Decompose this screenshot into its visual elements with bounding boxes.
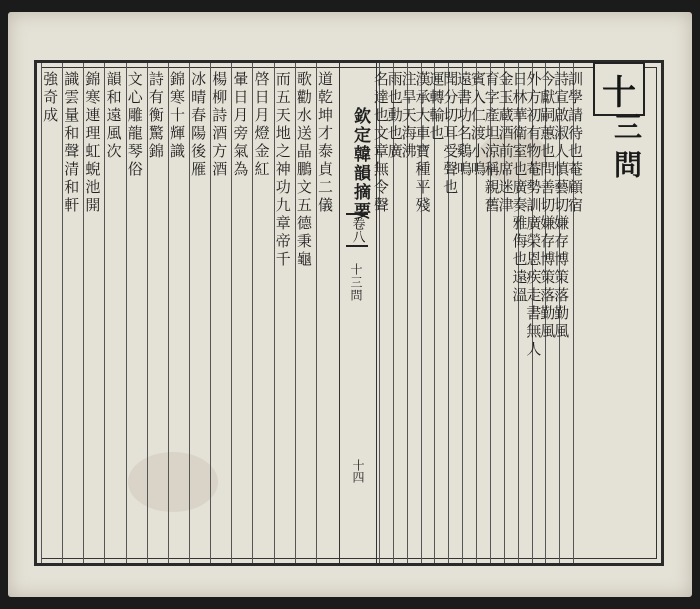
left-text-column: 暈日月旁氣為 (231, 71, 250, 179)
right-text-column: 金玉蔵酒前席迷津 (496, 71, 515, 215)
left-text-column: 啓日月燈金紅 (252, 71, 271, 179)
right-text-column: 賓入仁渡小鳴 (468, 71, 487, 179)
right-text-column: 漢承大車寶種平殘 (413, 71, 432, 215)
right-text-column: 育字產坦涼稱親舊 (482, 71, 501, 215)
right-text-column: 訓學請待也菴顧宿 (565, 71, 584, 215)
left-text-column: 錦寒連理虹蜺池開 (83, 71, 102, 215)
right-text-column: 遠書功名鷄鳴 (455, 71, 474, 179)
book-title: 欽定韓韻摘要 (350, 107, 370, 221)
left-text-column: 冰晴春陽後雁 (189, 71, 208, 179)
right-text-column: 運轉輸也 (427, 71, 446, 143)
right-text-column: 注旱天海沸 (399, 71, 418, 161)
left-text-column: 道乾坤才泰貞二儀 (315, 71, 334, 215)
section-label: 十三問 (349, 263, 363, 302)
right-text-column: 雨也動也廣 (385, 71, 404, 161)
left-text-column: 而五天地之神功九章帝千 (273, 71, 292, 269)
left-text-column: 詩有衡驚錦 (146, 71, 165, 161)
left-text-column: 錦寒十輝識 (167, 71, 186, 161)
left-text-column: 強奇成 (41, 71, 60, 125)
right-text-column: 詩宣啟淑人慎藝切嫌存博策落勤風 (552, 71, 571, 341)
left-text-column: 識雲量和聲清和軒 (62, 71, 81, 215)
column-rule (41, 63, 42, 563)
print-frame (34, 60, 664, 566)
left-text-column: 韻和遠風次 (104, 71, 123, 161)
volume-label: 卷八 (346, 213, 368, 247)
rhyme-title: 三問 (610, 112, 643, 188)
left-text-column: 文心雕龍琴俗 (125, 71, 144, 179)
right-text-column: 名達也文章無令聲 (371, 71, 390, 215)
left-text-column: 楊柳詩酒方酒 (210, 71, 229, 179)
left-text-column: 歌勸水送晶鵬文五德秉龜 (294, 71, 313, 269)
right-text-column: 今獻嗣蕙也問善切嫌存博策落勤風 (538, 71, 557, 341)
right-text-column: 外方初有物菴勢訓廣榮恩疾走書無人 (524, 71, 543, 359)
right-text-column: 聞分切耳受聲也 (441, 71, 460, 197)
rhyme-number-box: 十 (593, 62, 645, 116)
right-text-column: 日林華衛室也廣奏雅侮也遠溫 (510, 71, 529, 305)
page-number: 十四 (351, 459, 365, 483)
